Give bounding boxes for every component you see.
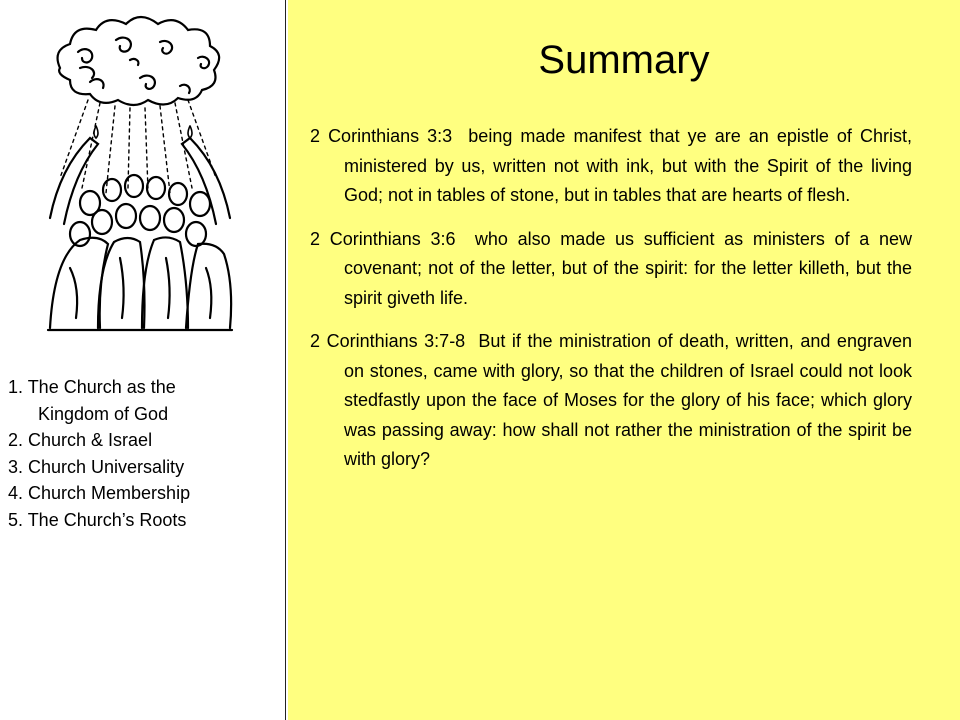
sidebar	[0, 0, 286, 720]
verse-list	[310, 122, 912, 489]
clouds	[58, 17, 220, 105]
toc-item-universality	[8, 454, 283, 481]
verse-paragraph	[310, 327, 912, 475]
verse-text: But if the ministration of death, written, and engraven on stones, came with glory, so that the children of Israel could not look stedfastly upon the face of Moses for the glory of his face; which glory was passing away: how shall not rather the ministration of the spirit be with glory?	[344, 331, 912, 469]
toc-item-label: 1. The Church as the	[8, 377, 176, 397]
toc-item-label: 3. Church Universality	[8, 456, 185, 477]
flames	[94, 126, 192, 138]
verse-text: who also made us sufficient as ministers of a new covenant; not of the letter, but of the spirit: for the letter killeth, but the spirit giveth life.	[344, 228, 912, 308]
verse-text: being made manifest that ye are an epistle of Christ, ministered by us, written not with ink, but with the Spirit of the living God; not in tables of stone, but in tables that are hearts of flesh.	[344, 126, 912, 205]
toc-item-membership	[8, 480, 283, 507]
toc-item-israel	[8, 427, 283, 454]
verse-reference: 2 Corinthians 3:6	[310, 228, 475, 249]
toc-item-label: 2. Church & Israel	[8, 430, 153, 450]
raised-arms	[50, 138, 230, 224]
main-panel	[288, 0, 960, 720]
toc-item-kingdom	[8, 374, 283, 427]
apostle-robes	[48, 237, 232, 330]
toc-item-label-continuation: Kingdom of God	[38, 403, 169, 424]
verse-paragraph	[310, 225, 912, 314]
verse-paragraph	[310, 122, 912, 211]
toc-item-label: 5. The Church’s Roots	[8, 509, 187, 530]
pentecost-illustration-icon	[20, 8, 260, 348]
verse-reference: 2 Corinthians 3:3	[310, 126, 469, 146]
toc-item-label: 4. Church Membership	[8, 483, 191, 503]
toc-item-roots	[8, 507, 283, 534]
apostle-heads	[70, 175, 210, 246]
table-of-contents	[8, 374, 283, 533]
page-title: Summary	[538, 38, 710, 82]
verse-reference: 2 Corinthians 3:7-8	[310, 331, 479, 351]
